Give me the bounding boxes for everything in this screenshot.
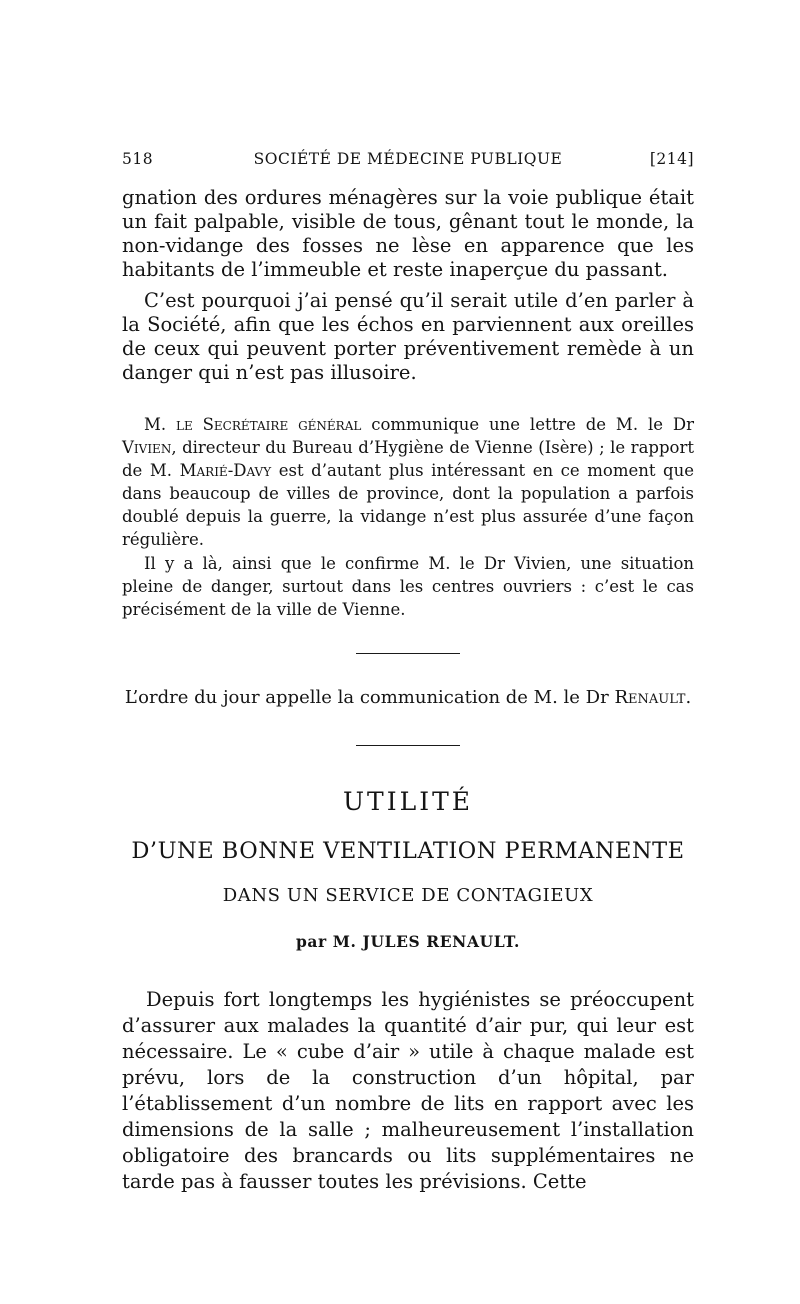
paragraph-why: C’est pourquoi j’ai pensé qu’il serait utile d’en parler à la Société, afin que les échos en parviennent aux oreilles de ceux qui peuvent porter préventivement remède à un danger qui n’est pas illusoire. xyxy=(122,289,694,384)
name-marie-davy: Marié-Davy xyxy=(179,461,272,480)
order-text: L’ordre du jour appelle la communication de M. le Dr xyxy=(124,687,609,708)
article-byline: par M. JULES RENAULT. xyxy=(295,932,521,951)
order-name: Renault. xyxy=(614,687,692,708)
journal-title: SOCIÉTÉ DE MÉDECINE PUBLIQUE xyxy=(253,150,563,168)
secretary-text-1: communique une lettre de M. le xyxy=(371,415,663,434)
vivien-paragraph: Il y a là, ainsi que le confirme M. le Dr Vivien, une situation pleine de danger, surtout dans les centres ouvriers : c’est le cas précisément de la ville de Vienne. xyxy=(122,554,694,619)
order-of-the-day xyxy=(122,686,694,710)
separator-rule xyxy=(356,653,460,654)
secretary-text-2: , directeur du Bureau d’Hygiène de Vienne (Isère) ; le rapport de M. xyxy=(122,438,694,480)
running-head xyxy=(122,150,694,172)
article-subtitle: D’UNE BONNE VENTILATION PERMANENTE xyxy=(131,838,685,864)
bracket-page-number: [214] xyxy=(649,150,694,168)
secretary-text-3: est d’autant plus intéressant en ce moment que dans beaucoup de villes de province, dont la population a parfois doublé depuis la guerre, la vidange n’est plus assurée d’une façon régulière. xyxy=(122,461,694,549)
article-title: UTILITÉ xyxy=(342,787,474,816)
separator-rule xyxy=(356,745,460,746)
article-body-paragraph: Depuis fort longtemps les hygiénistes se préoccupent d’assurer aux malades la quantité d’air pur, qui leur est nécessaire. Le « cube d’air » utile à chaque malade est prévu, lors de la construction d’un hôpital, par l’établissement d’un nombre de lits en rapport avec les dimensions de la salle ; malheureusement l’installation obligatoire des brancards ou lits supplémentaires ne tarde pas à fausser toutes les prévisions. Cette xyxy=(122,988,694,1193)
secretary-m: M. xyxy=(144,415,167,434)
page-number: 518 xyxy=(122,150,154,168)
paragraph-continued: gnation des ordures ménagères sur la voie publique était un fait palpable, visible de tous, gênant tout le monde, la non-vidange des fosses ne lèse en apparence que les habitants de l’immeuble et reste inaperçue du passant. xyxy=(122,186,694,281)
doctor-title: Dr xyxy=(672,415,694,434)
secretary-paragraph xyxy=(122,413,694,551)
secretary-role: le Secrétaire général xyxy=(176,415,362,434)
name-vivien: Vivien xyxy=(122,438,172,457)
article-subtitle-2: DANS UN SERVICE DE CONTAGIEUX xyxy=(222,885,594,906)
